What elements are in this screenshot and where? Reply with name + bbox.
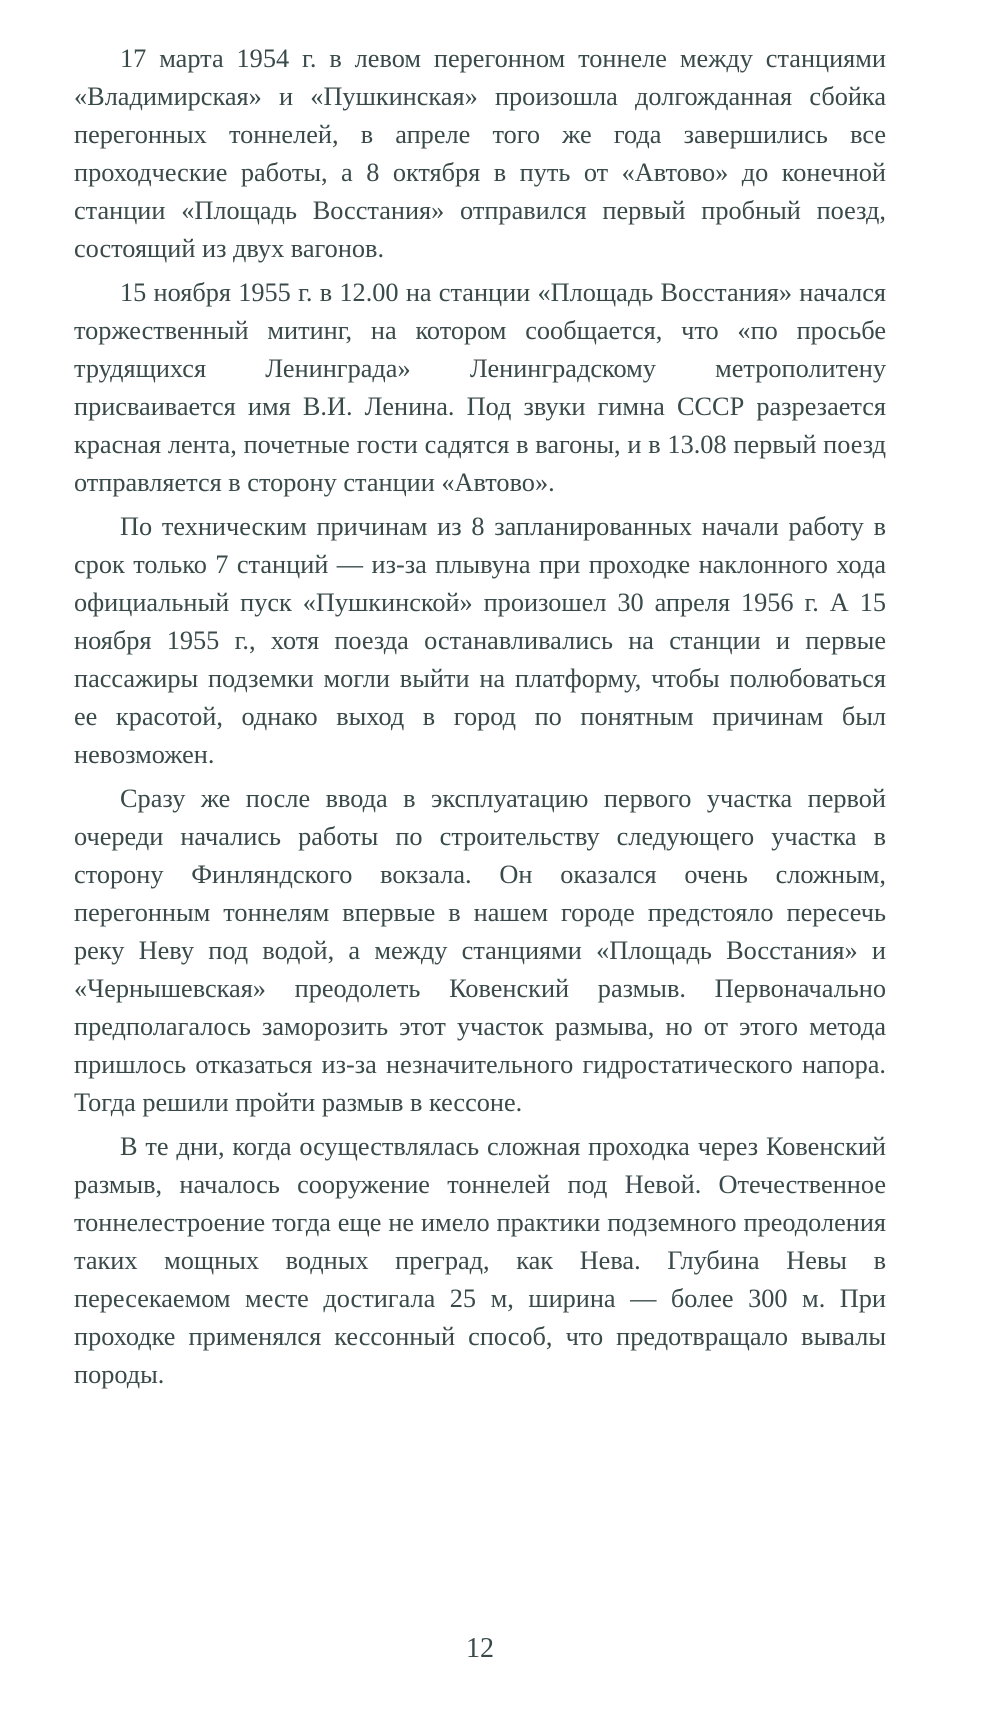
page-number: 12 — [466, 1633, 494, 1664]
paragraph-5: В те дни, когда осуществлялась сложная проходка через Ковенский размыв, началось сооружение тоннелей под Невой. Отечественное тоннелестроение тогда еще не имело практики подземного преодоления таких мощных водных преград, как Нева. Глубина Невы в пересекаемом месте достигала 25 м, ширина — более 300 м. При проходке применялся кессонный способ, что предотвращало вывалы породы. — [74, 1132, 886, 1389]
paragraph-3: По техническим причинам из 8 запланированных начали работу в срок только 7 станций — из-за плывуна при проходке наклонного хода официальный пуск «Пушкинской» произошел 30 апреля 1956 г. А 15 ноября 1955 г., хотя поезда останавливались на станции и первые пассажиры подземки могли выйти на платформу, чтобы полюбоваться ее красотой, однако выход в город по понятным причинам был невозможен. — [74, 512, 886, 769]
paragraph-2: 15 ноября 1955 г. в 12.00 на станции «Площадь Восстания» начался торжественный митинг, на котором сообщается, что «по просьбе трудящихся Ленинграда» Ленинградскому метрополитену присваивается имя В.И. Ленина. Под звуки гимна СССР разрезается красная лента, почетные гости садятся в вагоны, и в 13.08 первый поезд отправляется в сторону станции «Автово». — [74, 278, 886, 497]
book-page — [74, 40, 886, 1700]
paragraph-1: 17 марта 1954 г. в левом перегонном тоннеле между станциями «Владимирская» и «Пушкинская» произошла долгожданная сбойка перегонных тоннелей, в апреле того же года завершились все проходческие работы, а 8 октября в путь от «Автово» до конечной станции «Площадь Восстания» отправился первый пробный поезд, состоящий из двух вагонов. — [74, 44, 886, 263]
paragraph-4: Сразу же после ввода в эксплуатацию первого участка первой очереди начались работы по строительству следующего участка в сторону Финляндского вокзала. Он оказался очень сложным, перегонным тоннелям впервые в нашем городе предстояло пересечь реку Неву под водой, а между станциями «Площадь Восстания» и «Чернышевская» преодолеть Ковенский размыв. Первоначально предполагалось заморозить этот участок размыва, но от этого метода пришлось отказаться из-за незначительного гидростатического напора. Тогда решили пройти размыв в кессоне. — [74, 784, 886, 1117]
